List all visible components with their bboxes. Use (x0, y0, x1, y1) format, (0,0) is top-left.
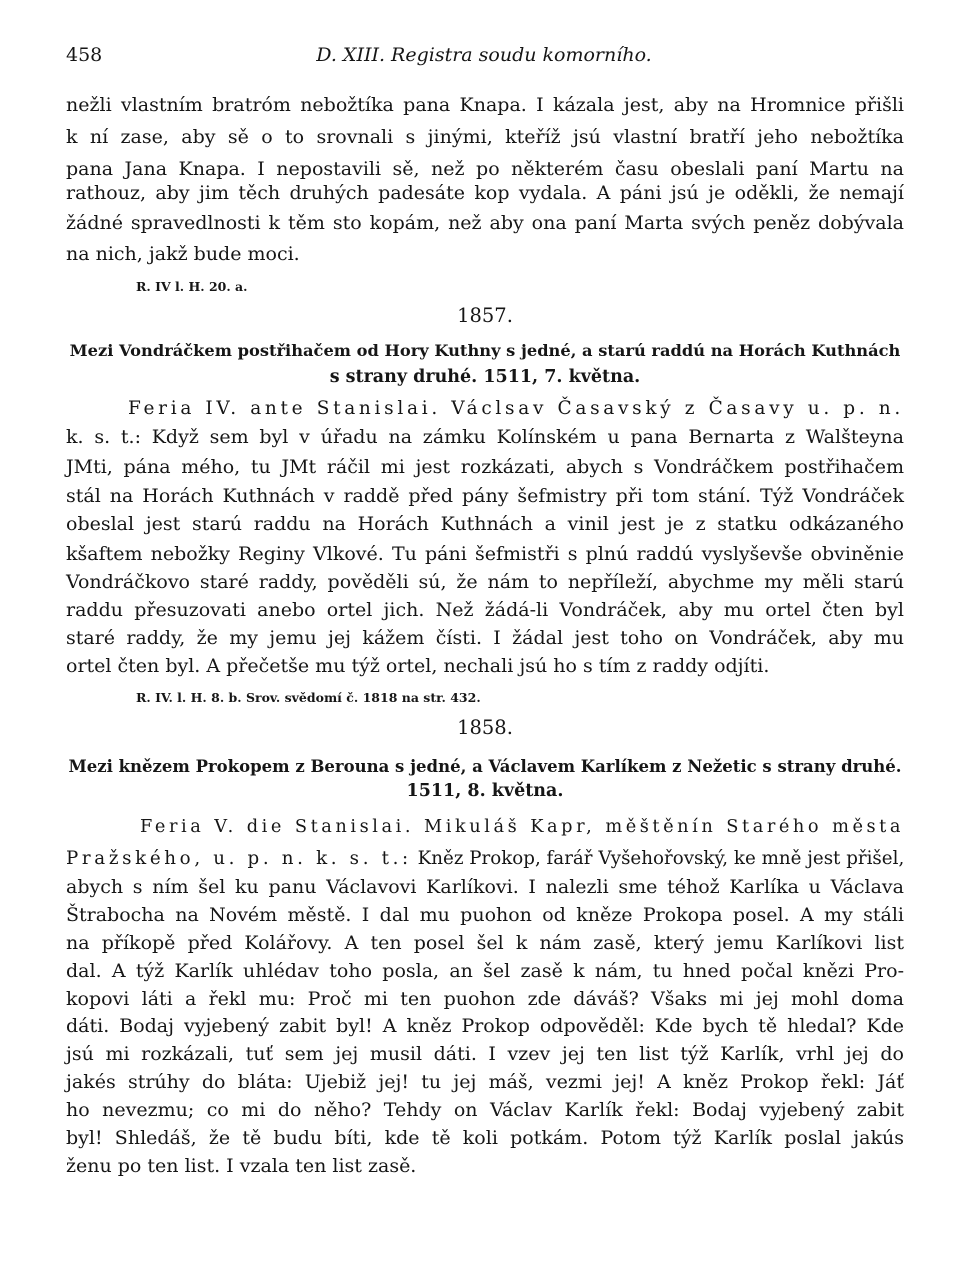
text-line: ženu po ten list. I vzala ten list zasě. (66, 1155, 417, 1177)
entry-heading: s strany druhé. 1511, 7. května. (329, 367, 641, 387)
text-line: abych s ním šel ku panu Václavovi Karlíkovi. I nalezli sme téhož Karlíka u Václava (66, 876, 904, 898)
archive-reference: R. IV l. H. 20. a. (136, 279, 248, 294)
entry-heading: Mezi Vondráčkem postřihačem od Hory Kuthny s jedné, a starú raddú na Horách Kuthnách (69, 341, 901, 360)
page-number: 458 (66, 44, 103, 66)
text-line: kopovi láti a řekl mu: Proč mi ten puohon zde dáváš? Všaks mi jej mohl doma (66, 988, 904, 1010)
text-line: na příkopě před Kolářovy. A ten posel šel k nám zasě, který jemu Karlíkovi list (66, 932, 904, 954)
text-line: na nich, jakž bude moci. (66, 243, 300, 265)
archive-reference: R. IV. l. H. 8. b. Srov. svědomí č. 1818 na str. 432. (136, 690, 481, 705)
entry-opening-continued: Pražského, u. p. n. k. s. t.: (66, 848, 412, 869)
page-header (66, 44, 902, 74)
text-line: ho nevezmu; co mi do něho? Tehdy on Václav Karlík řekl: Bodaj vyjebený zabit (66, 1099, 904, 1121)
running-title: D. XIII. Registra soudu komorního. (316, 44, 652, 66)
text-line: ortel čten byl. A přečetše mu týž ortel, nechali jsú ho s tím z raddy odjíti. (66, 655, 770, 677)
text-line: dal. A týž Karlík uhlédav toho posla, an šel zasě k nám, tu hned počal knězi Pro- (66, 960, 904, 982)
text-line: jsú mi rozkázali, tuť sem jej musil dáti. I vzev jej ten list týž Karlík, vrhl jej do (66, 1043, 904, 1065)
text-line: byl! Shledáš, že tě budu bíti, kde tě koli potkám. Potom týž Karlík poslal jakús (66, 1127, 904, 1149)
text-line: rathouz, aby jim těch druhých padesáte kop vydala. A páni jsú je oděkli, že nemají (66, 182, 904, 204)
entry-opening-line (66, 846, 904, 872)
text-line: jakés strúhy do bláta: Ujebiž jej! tu jej máš, vezmi jej! A kněz Prokop řekl: Jáť (66, 1071, 904, 1093)
text-line: Štrabocha na Novém městě. I dal mu puohon od kněze Prokopa posel. A my stáli (66, 904, 904, 926)
text-line: nežli vlastním bratróm nebožtíka pana Knapa. I kázala jest, aby na Hromnice přišli (66, 94, 904, 116)
entry-heading: 1511, 8. května. (406, 781, 564, 801)
entry-number: 1858. (457, 716, 513, 739)
entry-opening-rest: Kněz Prokop, farář Vyšehořovský, ke mně jest přišel, (411, 848, 905, 869)
text-line: staré raddy, že my jemu jej kážem čísti. I žádal jest toho on Vondráček, aby mu (66, 627, 904, 649)
entry-number: 1857. (457, 304, 513, 327)
text-line: stál na Horách Kuthnách v raddě před pány šefmistry při tom stání. Týž Vondráček (66, 485, 904, 507)
text-line: Vondráčkovo staré raddy, pověděli sú, že nám to nepříleží, abychme my měli starú (66, 571, 904, 593)
entry-opening: Feria V. die Stanislai. Mikuláš Kapr, měštěnín Starého města (140, 817, 904, 837)
text-line: k ní zase, aby sě o to srovnali s jinými, kteříž jsú vlastní bratří jeho nebožtíka (66, 126, 904, 148)
entry-heading: Mezi knězem Prokopem z Berouna s jedné, a Václavem Karlíkem z Nežetic s strany druhé. (68, 757, 902, 776)
text-line: pana Jana Knapa. I nepostavili sě, než po některém času obeslali paní Martu na (66, 158, 904, 180)
text-line: kšaftem nebožky Reginy Vlkové. Tu páni šefmistři s plnú raddú vyslyševše obviněnie (66, 543, 904, 565)
text-line: žádné spravedlnosti k těm sto kopám, než aby ona paní Marta svých peněz dobývala (66, 212, 904, 234)
text-line: dáti. Bodaj vyjebený zabit byl! A kněz Prokop odpověděl: Kde bych tě hledal? Kde (66, 1015, 904, 1037)
text-line: k. s. t.: Když sem byl v úřadu na zámku Kolínském u pana Bernarta z Walšteyna (66, 426, 904, 448)
text-line: raddu přesuzovati anebo ortel jich. Než žádá-li Vondráček, aby mu ortel čten byl (66, 599, 904, 621)
text-line: obeslal jest starú raddu na Horách Kuthnách a vinil jest je z statku odkázaného (66, 513, 904, 535)
text-line: JMti, pána mého, tu JMt ráčil mi jest rozkázati, abych s Vondráčkem postřihačem (66, 456, 904, 478)
entry-opening: Feria IV. ante Stanislai. Václsav Časavský z Časavy u. p. n. (128, 398, 904, 419)
